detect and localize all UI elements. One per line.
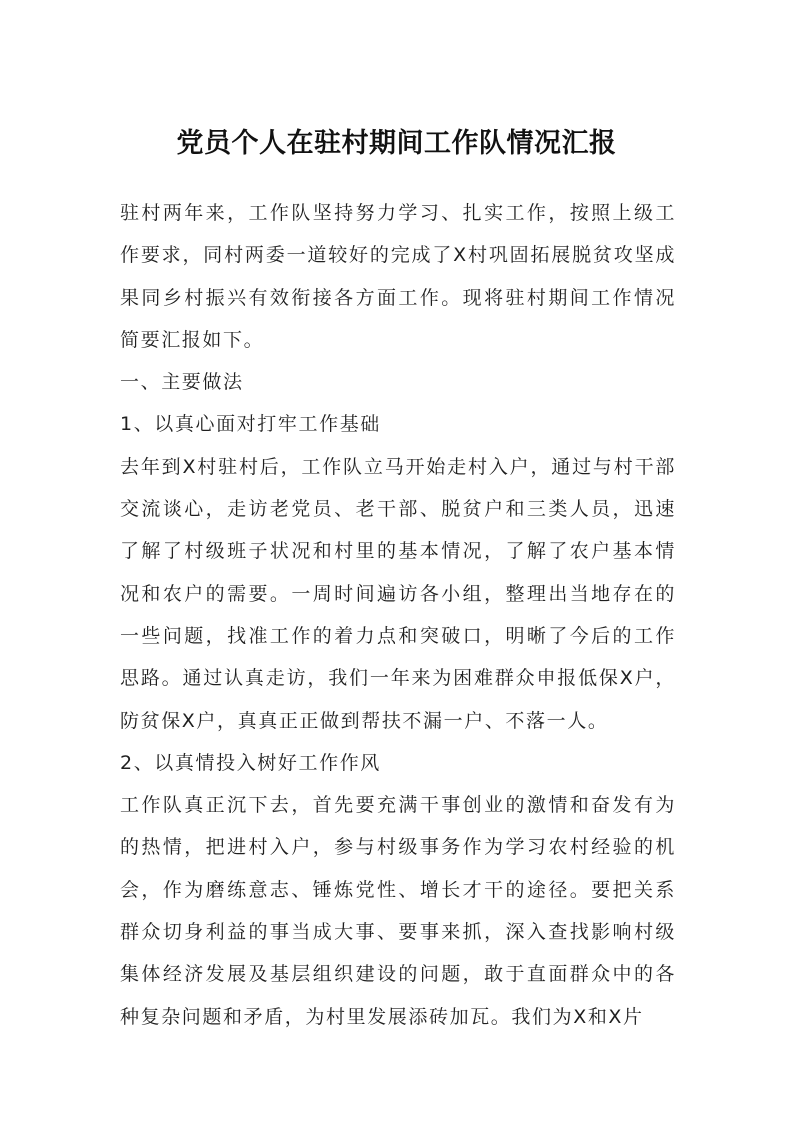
document-body — [120, 192, 676, 1038]
item-paragraph-1: 去年到X村驻村后，工作队立马开始走村入户，通过与村干部交流谈心，走访老党员、老干部、脱贫户和三类人员，迅速了解了村级班子状况和村里的基本情况，了解了农户基本情况和农户的需要。一周时间遍访各小组，整理出当地存在的一些问题，找准工作的着力点和突破口，明晰了今后的工作思路。通过认真走访，我们一年来为困难群众申报低保X户，防贫保X户，真真正正做到帮扶不漏一户、不落一人。 — [120, 455, 676, 732]
intro-paragraph: 驻村两年来，工作队坚持努力学习、扎实工作，按照上级工作要求，同村两委一道较好的完成了X村巩固拓展脱贫攻坚成果同乡村振兴有效衔接各方面工作。现将驻村期间工作情况简要汇报如下。 — [120, 202, 676, 351]
item-paragraph-2: 工作队真正沉下去，首先要充满干事创业的激情和奋发有为的热情，把进村入户，参与村级事务作为学习农村经验的机会，作为磨练意志、锤炼党性、增长才干的途径。要把关系群众切身利益的事当成大事、要事来抓，深入查找影响村级集体经济发展及基层组织建设的问题，敢于直面群众中的各种复杂问题和矛盾，为村里发展添砖加瓦。我们为X和X片 — [120, 794, 676, 1028]
item-heading-2: 2、以真情投入树好工作作风 — [120, 751, 381, 774]
item-heading-1: 1、以真心面对打牢工作基础 — [120, 413, 381, 436]
section-heading-main-practices: 一、主要做法 — [120, 371, 244, 394]
document-title: 党员个人在驻村期间工作队情况汇报 — [176, 128, 617, 159]
